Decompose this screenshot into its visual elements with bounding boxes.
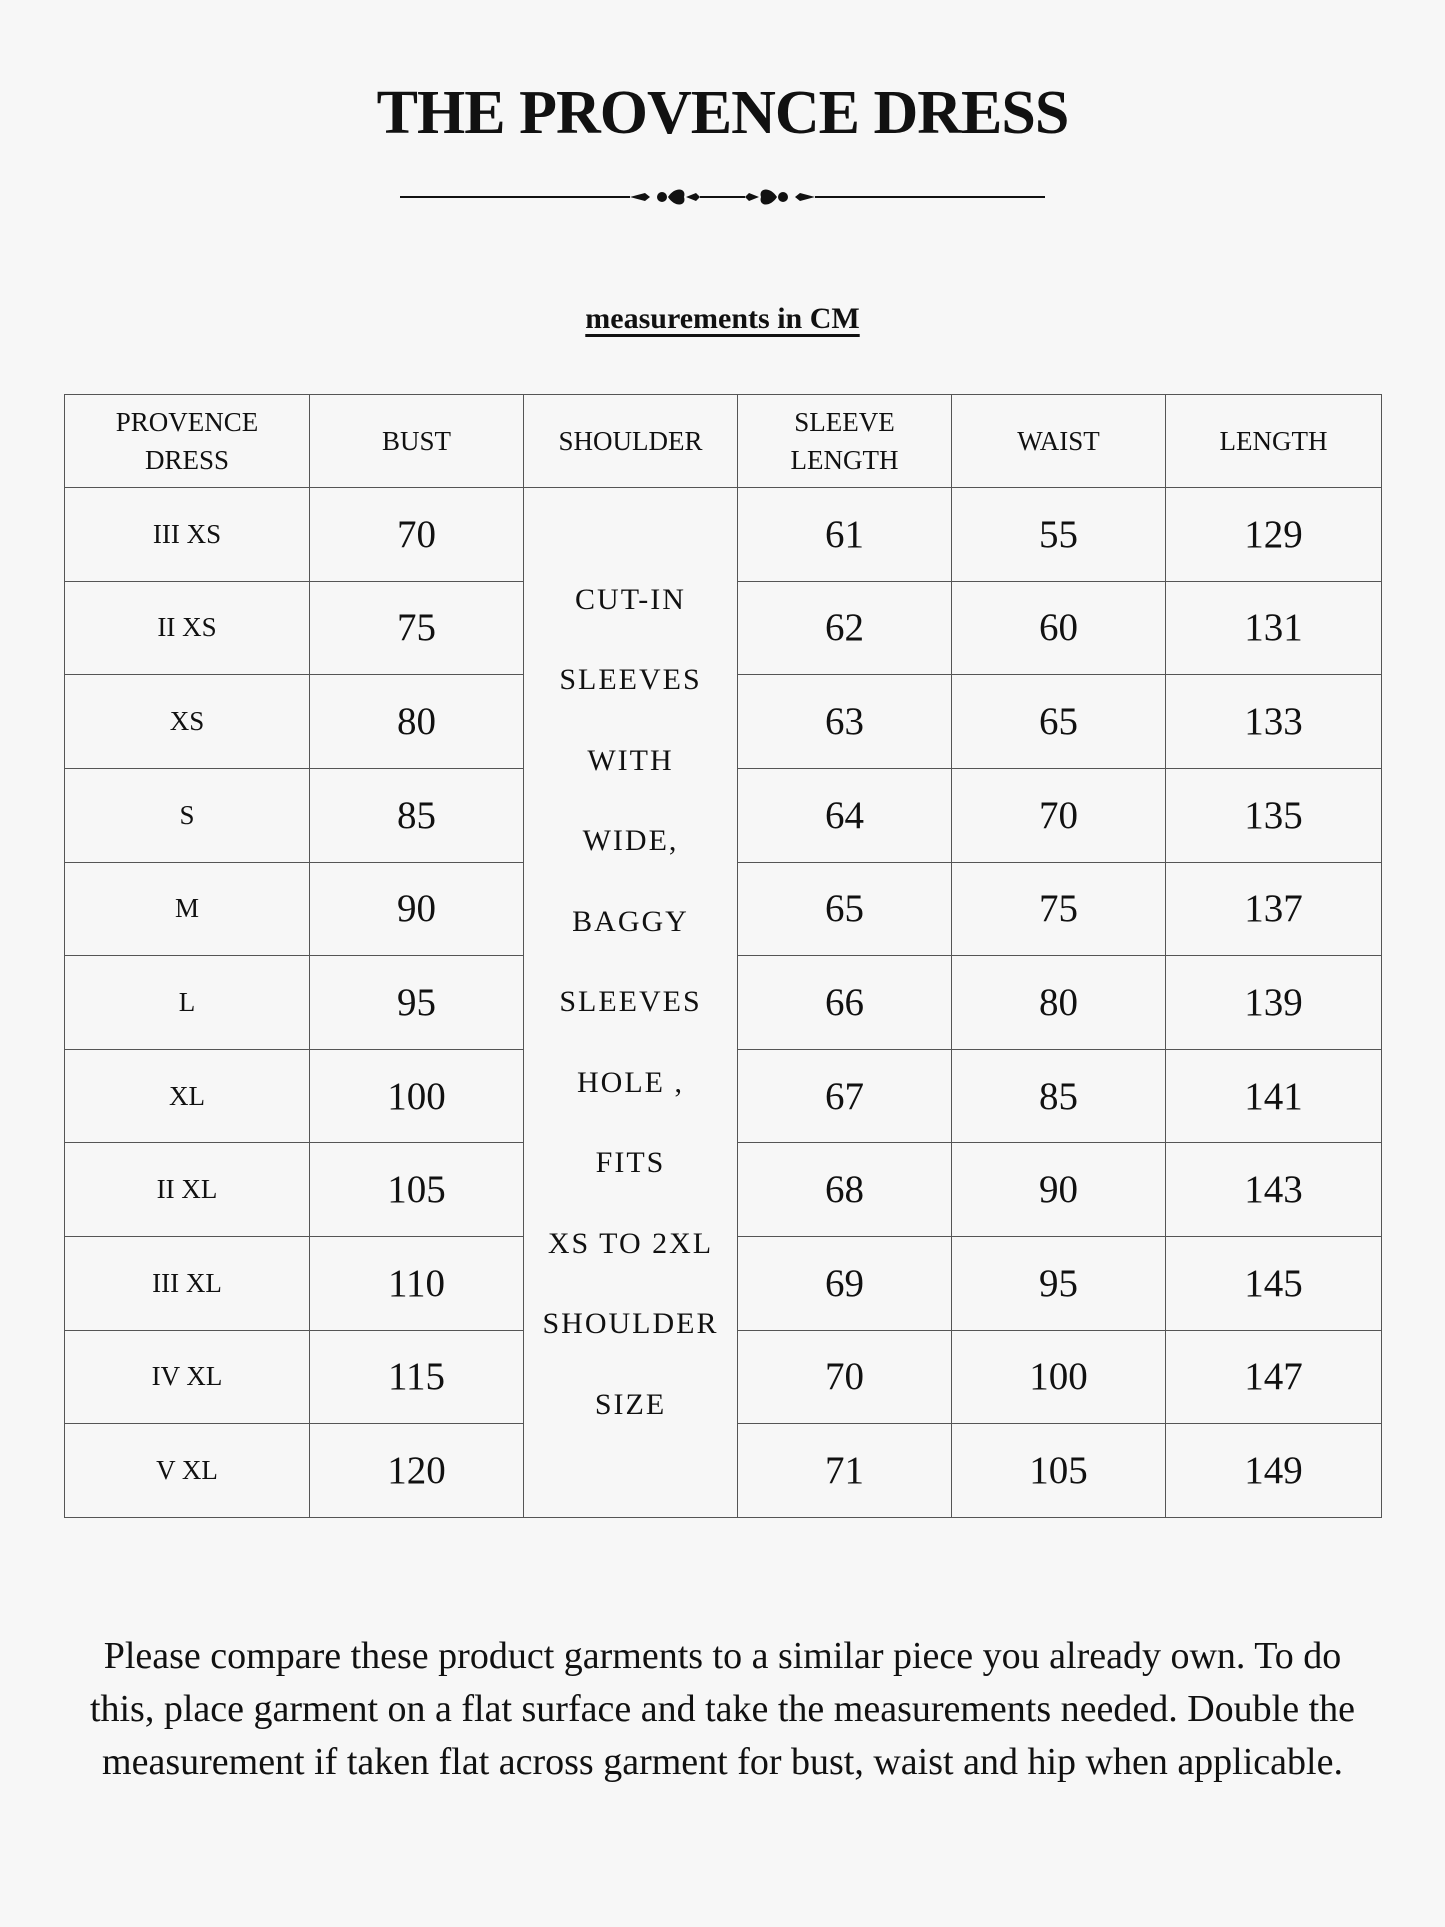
sleeve-length-value: 70 <box>738 1330 952 1424</box>
shoulder-note-line: WIDE, <box>582 824 679 858</box>
bust-value: 120 <box>310 1424 524 1518</box>
waist-value: 80 <box>952 956 1166 1050</box>
bust-value: 85 <box>310 768 524 862</box>
header-waist: WAIST <box>952 395 1166 488</box>
size-chart-table <box>64 394 1382 1518</box>
bust-value: 90 <box>310 862 524 956</box>
waist-value: 105 <box>952 1424 1166 1518</box>
length-value: 141 <box>1166 1049 1382 1143</box>
sleeve-length-value: 62 <box>738 581 952 675</box>
measuring-instructions: Please compare these product garments to a similar piece you already own. To do this, place garment on a flat surface and take the measurements needed. Double the measurement if taken flat across garment for bust, waist and hip when applicable. <box>89 1635 1356 1783</box>
waist-value: 70 <box>952 768 1166 862</box>
header-shoulder: SHOULDER <box>524 395 738 488</box>
sleeve-length-value: 64 <box>738 768 952 862</box>
length-value: 145 <box>1166 1237 1382 1331</box>
sleeve-length-value: 65 <box>738 862 952 956</box>
size-label: III XS <box>65 488 310 582</box>
sleeve-length-value: 67 <box>738 1049 952 1143</box>
shoulder-note-line: CUT-IN <box>575 582 686 616</box>
divider-ornament <box>400 182 1045 212</box>
size-label: III XL <box>65 1237 310 1331</box>
size-label: XL <box>65 1049 310 1143</box>
bust-value: 70 <box>310 488 524 582</box>
sleeve-length-value: 66 <box>738 956 952 1050</box>
shoulder-note-line: WITH <box>587 743 674 777</box>
bust-value: 80 <box>310 675 524 769</box>
waist-value: 95 <box>952 1237 1166 1331</box>
shoulder-note-line: XS TO 2XL <box>547 1226 714 1260</box>
bust-value: 100 <box>310 1049 524 1143</box>
bust-value: 95 <box>310 956 524 1050</box>
waist-value: 90 <box>952 1143 1166 1237</box>
length-value: 133 <box>1166 675 1382 769</box>
sleeve-length-value: 61 <box>738 488 952 582</box>
length-value: 135 <box>1166 768 1382 862</box>
sleeve-length-value: 63 <box>738 675 952 769</box>
shoulder-note-line: BAGGY <box>572 904 689 938</box>
shoulder-note-line: FITS <box>595 1146 666 1180</box>
waist-value: 55 <box>952 488 1166 582</box>
length-value: 139 <box>1166 956 1382 1050</box>
shoulder-note <box>524 488 738 1518</box>
sleeve-length-value: 69 <box>738 1237 952 1331</box>
bust-value: 75 <box>310 581 524 675</box>
size-label: XS <box>65 675 310 769</box>
waist-value: 65 <box>952 675 1166 769</box>
header-length: LENGTH <box>1166 395 1382 488</box>
bust-value: 105 <box>310 1143 524 1237</box>
sleeve-length-value: 68 <box>738 1143 952 1237</box>
page-title: THE PROVENCE DRESS <box>376 79 1069 147</box>
length-value: 143 <box>1166 1143 1382 1237</box>
size-label: L <box>65 956 310 1050</box>
size-label: IV XL <box>65 1330 310 1424</box>
shoulder-note-line: SHOULDER <box>542 1307 719 1341</box>
bust-value: 115 <box>310 1330 524 1424</box>
length-value: 137 <box>1166 862 1382 956</box>
size-label: M <box>65 862 310 956</box>
length-value: 131 <box>1166 581 1382 675</box>
waist-value: 100 <box>952 1330 1166 1424</box>
shoulder-note-line: SLEEVES <box>559 985 702 1019</box>
header-bust: BUST <box>310 395 524 488</box>
header-sleeve-length: SLEEVE LENGTH <box>738 395 952 488</box>
size-label: II XS <box>65 581 310 675</box>
units-subtitle: measurements in CM <box>585 302 860 335</box>
size-label: II XL <box>65 1143 310 1237</box>
shoulder-note-line: SIZE <box>594 1387 667 1421</box>
length-value: 149 <box>1166 1424 1382 1518</box>
waist-value: 60 <box>952 581 1166 675</box>
table-row <box>65 488 1382 582</box>
waist-value: 85 <box>952 1049 1166 1143</box>
sleeve-length-value: 71 <box>738 1424 952 1518</box>
shoulder-note-line: HOLE , <box>577 1065 684 1099</box>
length-value: 129 <box>1166 488 1382 582</box>
size-label: S <box>65 768 310 862</box>
size-label: V XL <box>65 1424 310 1518</box>
shoulder-note-line: SLEEVES <box>559 663 702 697</box>
header-row <box>65 395 1382 488</box>
waist-value: 75 <box>952 862 1166 956</box>
length-value: 147 <box>1166 1330 1382 1424</box>
header-provence-dress: PROVENCE DRESS <box>65 395 310 488</box>
bust-value: 110 <box>310 1237 524 1331</box>
